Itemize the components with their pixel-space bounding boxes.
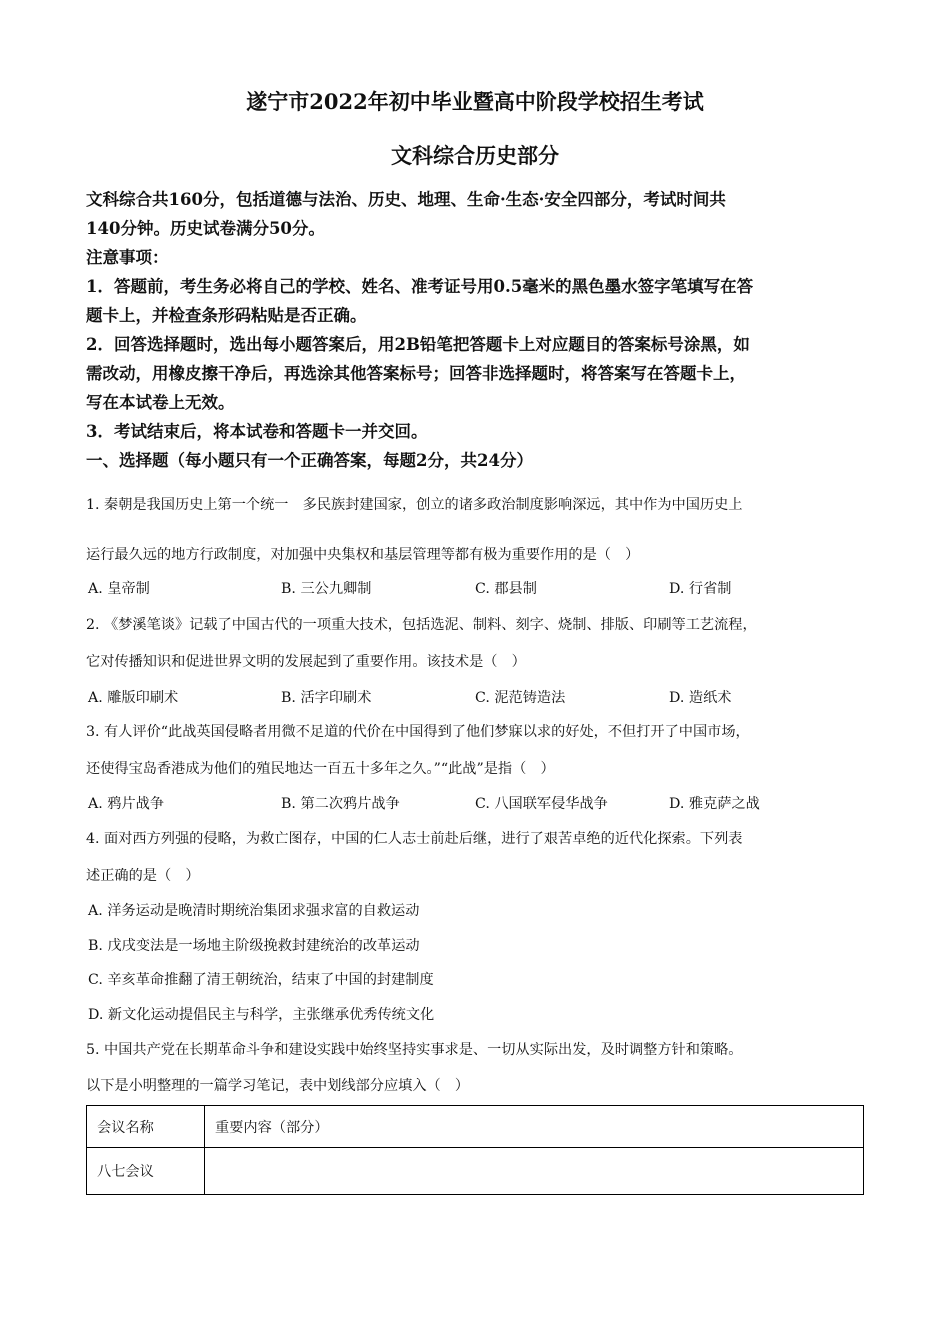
- q2-option-c[interactable]: C. 泥范铸造法: [475, 690, 566, 706]
- q1-option-d[interactable]: D. 行省制: [669, 581, 732, 597]
- table-row: [87, 1148, 864, 1195]
- intro-line-2: 140分钟。历史试卷满分50分。: [86, 219, 325, 238]
- q1-option-b[interactable]: B. 三公九卿制: [281, 581, 372, 597]
- notice-2-line-1: 2．回答选择题时，选出每小题答案后，用2B铅笔把答题卡上对应题目的答案标号涂黑，如: [86, 335, 750, 354]
- question-4-line-1: 4. 面对西方列强的侵略，为救亡图存，中国的仁人志士前赴后继，进行了艰苦卓绝的近代化探索。下列表: [86, 831, 743, 847]
- q3-option-d[interactable]: D. 雅克萨之战: [669, 796, 760, 812]
- exam-subtitle: 文科综合历史部分: [391, 143, 559, 168]
- section-heading: 一、选择题（每小题只有一个正确答案，每题2分，共24分）: [86, 451, 533, 470]
- q4-option-a[interactable]: A. 洋务运动是晚清时期统治集团求强求富的自救运动: [88, 903, 420, 919]
- question-1-line-1: 1. 秦朝是我国历史上第一个统一 多民族封建国家，创立的诸多政治制度影响深远，其中作为中国历史上: [86, 497, 743, 513]
- question-2-line-1: 2. 《梦溪笔谈》记载了中国古代的一项重大技术，包括选泥、制料、刻字、烧制、排版、印刷等工艺流程，: [86, 617, 757, 633]
- q2-option-b[interactable]: B. 活字印刷术: [281, 690, 372, 706]
- q4-option-d[interactable]: D. 新文化运动提倡民主与科学，主张继承优秀传统文化: [88, 1007, 435, 1023]
- notice-title: 注意事项：: [86, 248, 169, 267]
- question-2-line-2: 它对传播知识和促进世界文明的发展起到了重要作用。该技术是（ ）: [86, 654, 526, 670]
- question-5-line-2: 以下是小明整理的一篇学习笔记，表中划线部分应填入（ ）: [86, 1078, 470, 1094]
- table-cell-meeting: 八七会议: [87, 1148, 205, 1195]
- q2-option-d[interactable]: D. 造纸术: [669, 690, 732, 706]
- q3-option-b[interactable]: B. 第二次鸦片战争: [281, 796, 400, 812]
- intro-line-1: 文科综合共160分，包括道德与法治、历史、地理、生命·生态·安全四部分，考试时间共: [86, 190, 726, 209]
- table-header-meeting-name: 会议名称: [87, 1106, 205, 1148]
- q3-option-a[interactable]: A. 鸦片战争: [88, 796, 165, 812]
- q3-option-c[interactable]: C. 八国联军侵华战争: [475, 796, 608, 812]
- notice-3: 3．考试结束后，将本试卷和答题卡一并交回。: [86, 422, 428, 441]
- question-3-line-2: 还使得宝岛香港成为他们的殖民地达一百五十多年之久。”“此战”是指（ ）: [86, 761, 555, 777]
- exam-title: 遂宁市2022年初中毕业暨高中阶段学校招生考试: [246, 89, 704, 114]
- notice-1-line-2: 题卡上，并检查条形码粘贴是否正确。: [86, 306, 367, 325]
- question-1-line-2: 运行最久远的地方行政制度，对加强中央集权和基层管理等都有极为重要作用的是（ ）: [86, 547, 640, 563]
- q1-option-c[interactable]: C. 郡县制: [475, 581, 537, 597]
- question-4-line-2: 述正确的是（ ）: [86, 868, 200, 884]
- q2-option-a[interactable]: A. 雕版印刷术: [88, 690, 179, 706]
- notice-2-line-2: 需改动，用橡皮擦干净后，再选涂其他答案标号；回答非选择题时，将答案写在答题卡上，: [86, 364, 746, 383]
- table-header-content: 重要内容（部分）: [205, 1106, 864, 1148]
- q4-option-c[interactable]: C. 辛亥革命推翻了清王朝统治，结束了中国的封建制度: [88, 972, 434, 988]
- question-5-line-1: 5. 中国共产党在长期革命斗争和建设实践中始终坚持实事求是、一切从实际出发，及时调整方针和策略。: [86, 1042, 743, 1058]
- q4-option-b[interactable]: B. 戊戌变法是一场地主阶级挽救封建统治的改革运动: [88, 938, 420, 954]
- q1-option-a[interactable]: A. 皇帝制: [88, 581, 150, 597]
- table-cell-content: [205, 1148, 864, 1195]
- table-header-row: [87, 1106, 864, 1148]
- question-3-line-1: 3. 有人评价“此战英国侵略者用微不足道的代价在中国得到了他们梦寐以求的好处，不但打开了中国市场，: [86, 724, 750, 740]
- meeting-notes-table: [86, 1105, 864, 1195]
- notice-2-line-3: 写在本试卷上无效。: [86, 393, 235, 412]
- notice-1-line-1: 1．答题前，考生务必将自己的学校、姓名、准考证号用0.5毫米的黑色墨水签字笔填写在答: [86, 277, 754, 296]
